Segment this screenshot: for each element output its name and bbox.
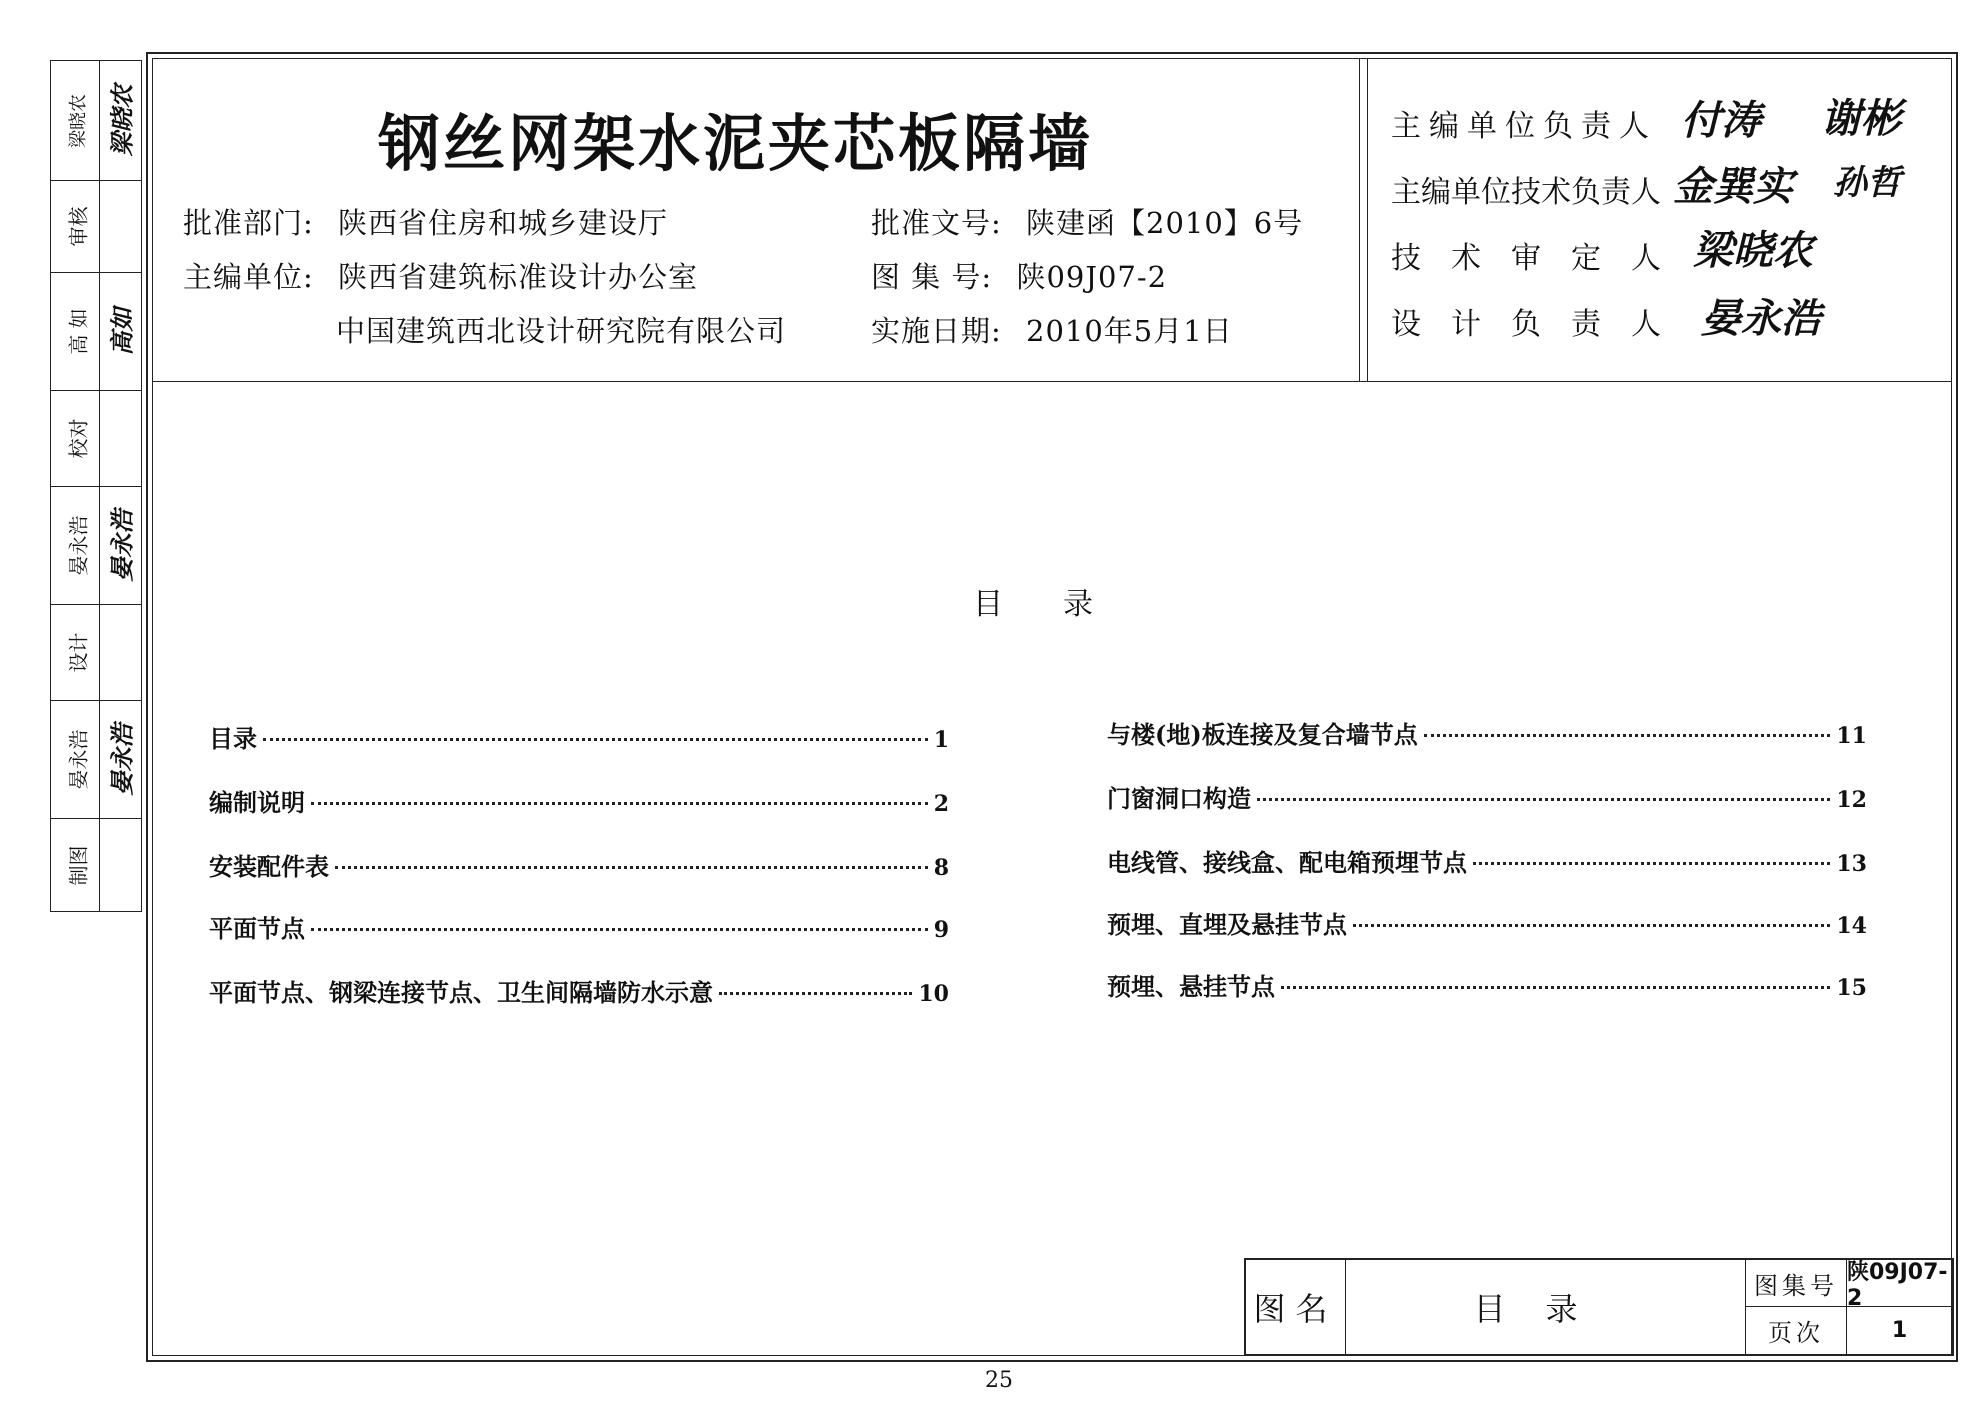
side-cell-designer: 晏永浩 晏永浩 bbox=[51, 701, 141, 819]
resp-signature: 晏永浩 bbox=[1701, 295, 1821, 342]
side-cell-reviewer-signature: 高如 bbox=[107, 307, 137, 356]
atlas-no-row bbox=[871, 255, 1167, 296]
side-cell-signoff-name: 梁晓农 bbox=[68, 93, 89, 148]
toc-item: 门窗洞口构造 12 bbox=[1107, 784, 1867, 813]
resp-row-editor-lead bbox=[1391, 101, 1657, 145]
atlas-no-label: 图 集 号: bbox=[871, 260, 993, 294]
toc-item: 电线管、接线盒、配电箱预埋节点 13 bbox=[1107, 848, 1867, 877]
resp-signature-2: 谢彬 bbox=[1821, 95, 1901, 142]
drawing-frame bbox=[146, 52, 1958, 1362]
resp-role: 技术审定人 bbox=[1391, 241, 1691, 276]
toc-item: 平面节点、钢梁连接节点、卫生间隔墙防水示意 10 bbox=[209, 978, 949, 1007]
header-divider bbox=[1359, 59, 1360, 381]
editor-unit-value-1: 陕西省建筑标准设计办公室 bbox=[338, 260, 699, 294]
approval-no-row bbox=[871, 201, 1303, 242]
atlas-label: 图集号 bbox=[1746, 1260, 1847, 1306]
atlas-row bbox=[1746, 1260, 1952, 1311]
atlas-value: 陕09J07-2 bbox=[1847, 1260, 1948, 1311]
resp-row-design-lead bbox=[1391, 299, 1691, 343]
resp-role: 主编单位技术负责人 bbox=[1391, 175, 1661, 210]
toc-item: 编制说明 2 bbox=[209, 788, 949, 817]
toc-item: 预埋、直埋及悬挂节点 14 bbox=[1107, 910, 1867, 939]
side-cell-proofreader-signature: 晏永浩 bbox=[107, 509, 137, 582]
atlas-no-value: 陕09J07-2 bbox=[1016, 260, 1168, 294]
side-cell-design: 设计 bbox=[51, 605, 141, 701]
side-cell-signoff-signature: 梁晓农 bbox=[107, 84, 137, 157]
approval-dept-row bbox=[183, 201, 668, 242]
side-sign-strip bbox=[50, 60, 142, 912]
title-block-right bbox=[1746, 1260, 1952, 1354]
toc-item: 预埋、悬挂节点 15 bbox=[1107, 972, 1867, 1001]
toc-item: 与楼(地)板连接及复合墙节点 11 bbox=[1107, 720, 1867, 749]
resp-row-tech-lead bbox=[1391, 167, 1661, 211]
side-cell-review: 审核 bbox=[51, 181, 141, 273]
toc-title: 目录 bbox=[973, 587, 1153, 622]
resp-signature-2: 孙哲 bbox=[1833, 163, 1901, 203]
editor-unit-value-2: 中国建筑西北设计研究院有限公司 bbox=[336, 314, 787, 348]
drawing-name-value: 目录 bbox=[1346, 1260, 1746, 1354]
page-row bbox=[1746, 1307, 1952, 1354]
header-divider-inner bbox=[1367, 59, 1368, 381]
resp-role: 主编单位负责人 bbox=[1391, 109, 1657, 144]
side-cell-drawing: 制图 bbox=[66, 845, 91, 885]
side-cell-signoff bbox=[51, 61, 141, 181]
side-cell-reviewer: 高 如 高如 bbox=[51, 273, 141, 391]
approval-dept-label: 批准部门: bbox=[183, 206, 314, 240]
title-block bbox=[1244, 1258, 1954, 1356]
resp-row-tech-review bbox=[1391, 233, 1691, 277]
toc-item: 安装配件表 8 bbox=[209, 852, 949, 881]
page-value: 1 bbox=[1891, 1318, 1908, 1343]
drawing-inner-frame bbox=[152, 58, 1952, 1356]
side-cell-proofread: 校对 bbox=[51, 391, 141, 487]
resp-signature: 付涛 bbox=[1681, 97, 1761, 144]
approval-no-label: 批准文号: bbox=[871, 206, 1002, 240]
impl-date-label: 实施日期: bbox=[871, 314, 1002, 348]
resp-role: 设计负责人 bbox=[1391, 307, 1691, 342]
page-label: 页次 bbox=[1746, 1307, 1847, 1354]
toc-item: 目录 1 bbox=[209, 724, 949, 753]
editor-unit-label: 主编单位: bbox=[183, 260, 314, 294]
resp-signature: 梁晓农 bbox=[1693, 227, 1813, 274]
impl-date-row bbox=[871, 309, 1233, 350]
impl-date-value: 2010年5月1日 bbox=[1026, 314, 1233, 348]
header-block bbox=[153, 59, 1951, 382]
side-cell-proofreader: 晏永浩 晏永浩 bbox=[51, 487, 141, 605]
drawing-name-label: 图名 bbox=[1246, 1260, 1346, 1354]
sheet-page-number: 25 bbox=[985, 1368, 1013, 1393]
side-cell-designer-signature: 晏永浩 bbox=[107, 723, 137, 796]
editor-unit-row bbox=[183, 255, 698, 296]
atlas-title: 钢丝网架水泥夹芯板隔墙 bbox=[378, 107, 1094, 180]
approval-dept-value: 陕西省住房和城乡建设厅 bbox=[338, 206, 669, 240]
resp-signature: 金巽实 bbox=[1673, 163, 1793, 210]
toc-item: 平面节点 9 bbox=[209, 914, 949, 943]
approval-no-value: 陕建函【2010】6号 bbox=[1026, 206, 1304, 240]
